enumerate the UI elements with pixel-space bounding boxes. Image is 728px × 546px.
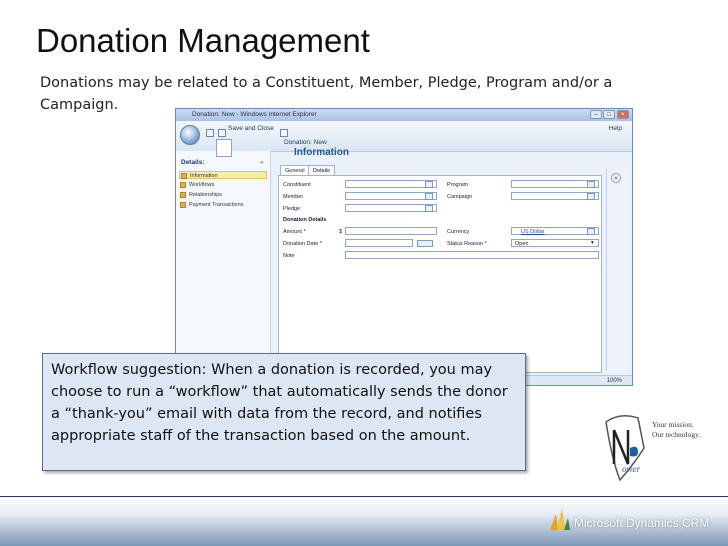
status-reason-label: Status Reason * <box>447 241 487 247</box>
program-label: Program <box>447 182 469 188</box>
pledge-label: Pledge <box>283 206 301 212</box>
lookup-icon[interactable] <box>425 181 433 188</box>
tab-details[interactable]: Details <box>308 165 335 175</box>
note-label: Note <box>283 253 295 259</box>
campaign-label: Campaign <box>447 194 473 200</box>
sidebar-item-payments[interactable]: Payment Transactions <box>179 201 267 209</box>
sidebar-item-workflows[interactable]: Workflows <box>179 181 267 189</box>
crm-orb-icon[interactable] <box>180 125 200 145</box>
amount-label: Amount * <box>283 229 306 235</box>
save-and-close-button[interactable]: Save and Close <box>228 125 274 132</box>
member-label: Member <box>283 194 304 200</box>
constituent-field[interactable] <box>345 180 437 188</box>
sidebar-item-information[interactable]: Information <box>179 171 267 179</box>
save-icon[interactable] <box>206 129 214 137</box>
status-reason-value: Open <box>515 241 529 247</box>
footer-divider <box>0 496 728 497</box>
close-button[interactable]: × <box>617 110 629 119</box>
window-titlebar <box>176 109 632 121</box>
window-title: Donation: New - Windows Internet Explorer <box>192 111 317 118</box>
form-title: Information <box>294 147 349 158</box>
right-rail <box>606 169 627 371</box>
save-new-icon[interactable] <box>218 129 226 137</box>
payment-icon <box>180 202 186 208</box>
lookup-icon[interactable] <box>587 181 595 188</box>
details-label: Details: <box>181 159 205 166</box>
information-icon <box>181 173 187 179</box>
npower-logo <box>598 408 722 490</box>
currency-symbol: $ <box>339 229 343 235</box>
zoom-level[interactable]: 100% <box>606 378 622 384</box>
npower-mark-icon <box>598 408 654 490</box>
collapse-icon[interactable]: « <box>260 159 264 166</box>
program-field[interactable] <box>511 180 599 188</box>
sidebar-item-relationships[interactable]: Relationships <box>179 191 267 199</box>
window-toolbar <box>176 121 632 152</box>
expand-icon[interactable]: « <box>611 173 621 183</box>
lookup-icon[interactable] <box>425 205 433 212</box>
currency-label: Currency <box>447 229 470 235</box>
lookup-icon[interactable] <box>587 193 595 200</box>
member-field[interactable] <box>345 192 437 200</box>
donation-details-section: Donation Details <box>283 217 327 223</box>
form-breadcrumb: Donation: New <box>284 139 327 146</box>
lookup-icon[interactable] <box>425 193 433 200</box>
crm-window <box>175 108 633 386</box>
npower-tagline-2: Our technology. <box>652 430 701 439</box>
relationship-icon <box>180 192 186 198</box>
donation-form-icon <box>216 139 232 157</box>
constituent-label: Constituent <box>283 182 311 188</box>
amount-field[interactable] <box>345 227 437 235</box>
dynamics-logo-icon <box>548 506 572 537</box>
donation-date-label: Donation Date * <box>283 241 322 247</box>
print-icon[interactable] <box>280 129 288 137</box>
workflow-callout: Workflow suggestion: When a donation is recorded, you may choose to run a “workflow” that automatically sends the donor a “thank-you” email with data from the record, and notifies appropriate staff of the transaction based on the amount. <box>42 353 526 471</box>
chevron-down-icon[interactable]: ▾ <box>591 240 594 246</box>
maximize-button[interactable]: □ <box>603 110 615 119</box>
help-menu[interactable]: Help <box>608 125 622 132</box>
pledge-field[interactable] <box>345 204 437 212</box>
npower-tagline-1: Your mission. <box>652 420 694 429</box>
tab-general[interactable]: General <box>280 165 310 175</box>
minimize-button[interactable]: – <box>590 110 602 119</box>
details-sidebar <box>176 151 271 375</box>
note-field[interactable] <box>345 251 599 259</box>
calendar-icon[interactable] <box>417 240 433 247</box>
svg-text:ower: ower <box>622 464 640 474</box>
currency-value[interactable]: US Dollar <box>521 229 545 235</box>
form-panel <box>278 175 602 373</box>
slide-subtitle: Donations may be related to a Constituent, Member, Pledge, Program and/or a Campaign. <box>40 75 613 113</box>
slide-title: Donation Management <box>36 22 370 59</box>
donation-date-field[interactable] <box>345 239 413 247</box>
campaign-field[interactable] <box>511 192 599 200</box>
microsoft-dynamics-crm-logo: Microsoft Dynamics CRM <box>574 516 710 530</box>
lookup-icon[interactable] <box>587 228 595 235</box>
workflow-icon <box>180 182 186 188</box>
